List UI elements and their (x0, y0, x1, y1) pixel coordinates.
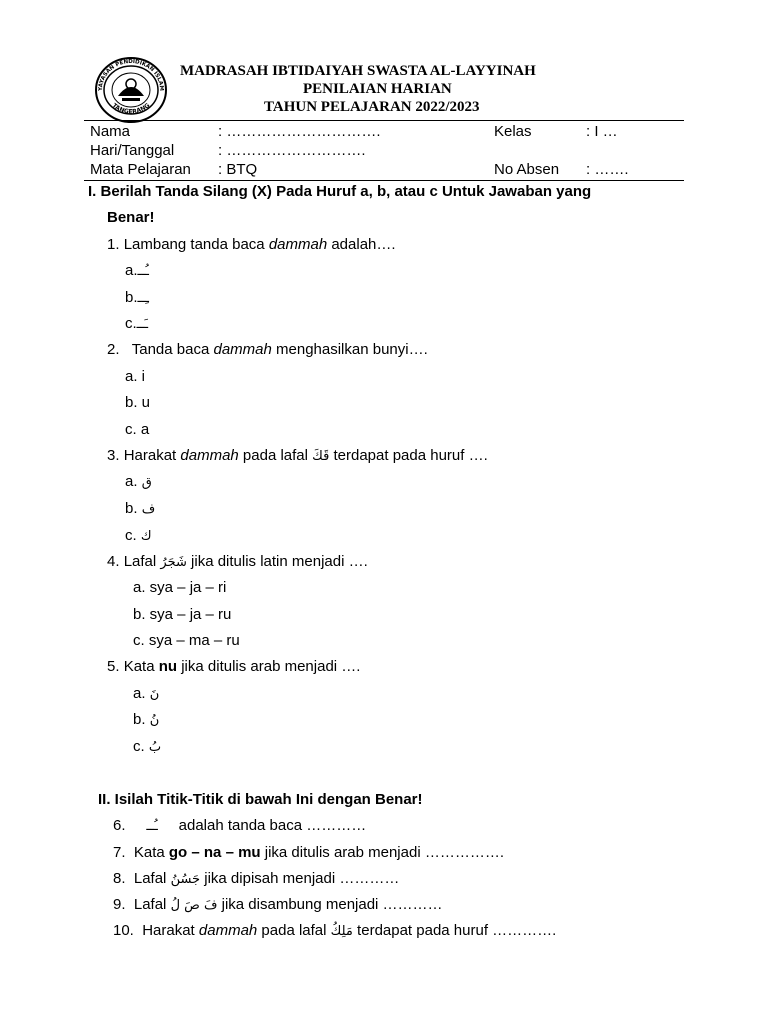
header-rule-top (84, 120, 684, 121)
kelas-field[interactable]: : I … (586, 123, 618, 140)
q2-option-c[interactable]: c. a (125, 421, 150, 438)
question-4: 4. Lafal شَجَرُ jika ditulis latin menjadi …. (107, 553, 368, 570)
q2-option-a[interactable]: a. i (125, 368, 146, 385)
q4-option-c[interactable]: c. sya – ma – ru (133, 632, 240, 649)
section1-heading-cont: Benar! (107, 209, 155, 226)
q4-option-b[interactable]: b. sya – ja – ru (133, 606, 232, 623)
tanggal-label: Hari/Tanggal (90, 142, 175, 159)
fathah-symbol: ـَــ (136, 317, 149, 332)
q3-option-b[interactable]: b. ف (125, 500, 156, 517)
kelas-label: Kelas (494, 123, 532, 140)
school-name: MADRASAH IBTIDAIYAH SWASTA AL-LAYYINAH (180, 63, 536, 79)
school-year: TAHUN PELAJARAN 2022/2023 (264, 99, 480, 115)
kasrah-symbol: ـِــ (137, 291, 149, 306)
dammah-symbol: ـُــ (137, 264, 149, 279)
q1-option-c[interactable]: c.ـَــ (125, 315, 149, 332)
absen-field[interactable]: : ……. (586, 161, 629, 178)
q3-option-c[interactable]: c. ك (125, 527, 152, 544)
q2-option-b[interactable]: b. u (125, 394, 151, 411)
exam-title: PENILAIAN HARIAN (303, 81, 452, 97)
q3-option-a[interactable]: a. ق (125, 473, 152, 490)
question-1: 1. Lambang tanda baca dammah adalah…. (107, 236, 396, 253)
q1-option-a[interactable]: a.ـُــ (125, 262, 149, 279)
question-8: 8. Lafal جَسُنُ jika dipisah menjadi ………… (113, 870, 400, 887)
tanggal-field[interactable]: : ………………………. (218, 142, 366, 159)
dammah-symbol: ـُــ (146, 819, 158, 834)
question-3: 3. Harakat dammah pada lafal قَكَ terdapat pada huruf …. (107, 447, 488, 464)
nama-field[interactable]: : …………………………. (218, 123, 381, 140)
q5-option-b[interactable]: b. نُ (133, 711, 160, 728)
question-7: 7. Kata go – na – mu jika ditulis arab menjadi ……………. (113, 844, 504, 861)
question-5: 5. Kata nu jika ditulis arab menjadi …. (107, 658, 361, 675)
q4-option-a[interactable]: a. sya – ja – ri (133, 579, 227, 596)
school-logo (94, 56, 168, 124)
mapel-label: Mata Pelajaran (90, 161, 191, 178)
q1-option-b[interactable]: b.ـِــ (125, 289, 149, 306)
question-6: 6. ـُــ adalah tanda baca ………… (113, 817, 367, 834)
absen-label: No Absen (494, 161, 560, 178)
header-rule-bottom (84, 180, 684, 181)
question-10: 10. Harakat dammah pada lafal مَلِكُ terdapat pada huruf …………. (113, 922, 557, 939)
logo-text-top: YAYASAN PENDIDIKAN ISLAM (97, 58, 165, 92)
mapel-value: : BTQ (218, 161, 258, 178)
q5-option-a[interactable]: a. نَ (133, 685, 160, 702)
svg-text:TANGERANG (111, 102, 152, 115)
question-2: 2. Tanda baca dammah menghasilkan bunyi…. (107, 341, 428, 358)
nama-label: Nama (90, 123, 131, 140)
section1-heading: I. Berilah Tanda Silang (X) Pada Huruf a, b, atau c Untuk Jawaban yang (88, 183, 592, 200)
logo-text-bottom: TANGERANG (110, 102, 152, 116)
q5-option-c[interactable]: c. بُ (133, 738, 162, 755)
question-9: 9. Lafal فَ صَ لُ jika disambung menjadi ………… (113, 896, 443, 913)
section2-heading: II. Isilah Titik-Titik di bawah Ini dengan Benar! (98, 791, 423, 808)
